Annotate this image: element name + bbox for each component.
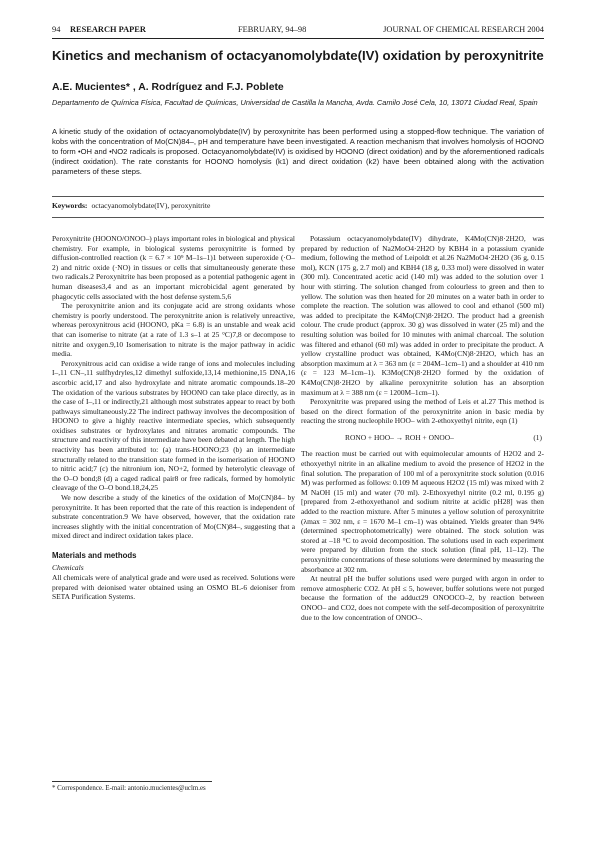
page-number: 94 — [52, 25, 61, 34]
affiliation: Departamento de Química Física, Facultad de Químicas, Universidad de Castilla la Mancha, Avda. Camilo José Cela, 10, 13071 Ciudad Real, Spain — [52, 98, 538, 107]
footnote-rule — [52, 781, 212, 782]
left-column — [52, 234, 295, 602]
running-header — [52, 25, 544, 39]
left-paragraph-4: We now describe a study of the kinetics of the oxidation of Mo(CN)84– by peroxynitrite. It has been reported that the rate of this reaction is independent of substrate concentration.9 We have observed, however, that the oxidation rate increases slightly with the initial concentration of Mo(CN)84–, suggesting that a mixed direct and indirect oxidation takes place. — [52, 493, 295, 541]
author-list: A.E. Mucientes* , A. Rodríguez and F.J. Poblete — [52, 82, 284, 93]
keywords-line — [52, 201, 544, 210]
article-type: RESEARCH PAPER — [70, 25, 146, 34]
abstract-rule — [52, 196, 544, 197]
equation-1 — [301, 433, 544, 443]
left-paragraph-3: Peroxynitrous acid can oxidise a wide range of ions and molecules including I–,11 CN–,11 sulfhydryles,12 dimethyl sulfoxide,13,14 methionine,15 DNA,16 ascorbic acid,17 and also hydroxylate and nitrate aromatic compounds.18–20 The oxidation of the various substrates by HOONO can take place directly, as in the case of I–,11 or indirectly,21 although most substrates appear to react by both pathways simultaneously.22 The indirect pathway involves the decomposition of HOONO to give a highly reactive intermediate species, which subsequently oxidises substrates or hydroxylates and nitrates aromatic compounds. The structure and reactivity of this intermediate have been debated at length. The high reactivity has been attributed to: (a) trans-HOONO;23 (b) an intermediate structurally related to the transition state formed in the isomerisation of HOONO to nitric acid;7 (c) the nitronium ion, NO+2, formed by heterolytic cleavage of the O–O bond;8 (d) a caged radical pair8 or free radicals, formed by homolytic cleavage of the O–O bond.18,24,25 — [52, 358, 295, 493]
equation-number: (1) — [533, 432, 542, 442]
left-paragraph-1: Peroxynitrite (HOONO/ONOO–) plays important roles in biological and physical chemistry. For example, in biological systems peroxynitrite is formed by diffusion-controlled reaction (k = 6.7 × 10⁹ M–1s–1)1 between superoxide (·O–2) and nitric oxide (·NO) in tissues or cells that simultaneously generate these two radicals.2 Peroxynitrite has been proposed as a potential pathogenic agent in human diseases3,4 and as an important microbicidal agent generated by phagocytic cells associated with the host defense system.5,6 — [52, 234, 295, 301]
keywords-value: octacyanomolybdate(IV), peroxynitrite — [91, 201, 211, 210]
keywords-rule — [52, 217, 544, 218]
right-paragraph-2: Peroxynitrite was prepared using the method of Leis et al.27 This method is based on the direct formation of the peroxynitrite anion in basic media by reacting the strong nucleophile HOO– with 2-ethoxyethyl nitrite, eqn (1) — [301, 397, 544, 426]
journal-name: JOURNAL OF CHEMICAL RESEARCH 2004 — [383, 25, 544, 34]
subsection-heading-chemicals: Chemicals — [52, 562, 84, 572]
equation-body: RONO + HOO– → ROH + ONOO– — [345, 432, 454, 442]
right-column — [301, 234, 544, 622]
left-paragraph-5: All chemicals were of analytical grade and were used as received. Solutions were prepared with deionised water obtained using an OSMO BL-6 deioniser from SETA Purification Systems. — [52, 573, 295, 602]
right-paragraph-4: At neutral pH the buffer solutions used were purged with argon in order to remove atmospheric CO2. At pH ≤ 5, however, buffer solutions were not purged because the formation of the adduct29 ONOOCO–2, by reaction between ONOO– and CO2, does not compete with the self-decomposition of peroxynitrite due to the low concentration of ONOO–. — [301, 574, 544, 622]
left-paragraph-2: The peroxynitrite anion and its conjugate acid are strong oxidants whose chemistry is poorly understood. The peroxynitrite anion is relatively unreactive, whereas peroxynitrous acid (HOONO, pKa = 6.8) is an unstable and weak acid that can isomerise to nitrate (at a rate of 1.3 s–1 at 25 °C)7,8 or decompose to nitrite and oxygen.9,10 Isomerisation to nitrate is the major pathway in acidic media. — [52, 301, 295, 359]
keywords-label: Keywords: — [52, 201, 88, 210]
right-paragraph-1: Potassium octacyanomolybdate(IV) dihydrate, K4Mo(CN)8·2H2O, was prepared by reduction of Na2MoO4·2H2O by KBH4 in a potassium cyanide medium, following the method of Leipoldt et al.26 Na2MoO4·2H2O (36 g, 0.15 mol), KCN (175 g, 2.7 mol) and KBH4 (18 g, 0.33 mol) were dissolved in water (300 ml). Concentrated acetic acid (140 ml) was added to the solution over 1 hour with stirring. The solution changed from colourless to green and then to yellow. The solution was then heated for 20 minutes on a water bath in order to complete the reaction. The solution was allowed to cool and ethanol (500 ml) was added to precipitate the K4Mo(CN)8·2H2O. The product had a greenish colour. The crude product (approx. 30 g) was dissolved in water (25 ml) and the resulting solution was boiled for 10 minutes with animal charcoal. The solution was filtered and ethanol (60 ml) was added in order to precipitate the product. A yellow crystalline product was obtained, K4Mo(CN)8·2H2O, which has an absorption maximum at λ = 363 nm (ε = 204M–1cm–1) and a shoulder at 410 nm (ε = 123 M–1cm–1). K3Mo(CN)8·2H2O formed by the oxidation of K4Mo(CN)8·2H2O by alkaline peroxynitrite solution has an absorption maximum at λ = 388 nm (ε = 1200M–1cm–1). — [301, 234, 544, 397]
issue-date-pages: FEBRUARY, 94–98 — [238, 25, 307, 34]
right-paragraph-3: The reaction must be carried out with equimolecular amounts of H2O2 and 2-ethoxyethyl nitrite in an alkaline medium to avoid the presence of H2O2 in the final solution. The preparation of 100 ml of a peroxynitrite stock solution (0.016 M) was performed as follows: 0.109 M aqueous H2O2 (15 ml) was mixed with 2 M NaOH (15 ml) and water (70 ml). 2-Ethoxyethyl nitrite (0.2 ml, 0.195 g) [prepared from 2-ethoxyethanol and sodium nitrite at acidic pH28] was then added to the reaction mixture. After 5 minutes a yellow solution of peroxynitrite (λmax = 302 nm, ε = 1670 M–1 cm–1) was obtained. Yields greater than 94% (determined spectrophotometrically) were obtained. The stock solution was stored at –18 °C to avoid decomposition. The solutions used in each experiment were prepared by dilution from the stock solution (final pH, 11–12). The peroxynitrite concentrations of these solutions were determined by measuring the absorbance at 302 nm. — [301, 449, 544, 574]
paper-title: Kinetics and mechanism of octacyanomolybdate(IV) oxidation by peroxynitrite — [52, 48, 544, 63]
header-rule — [52, 38, 544, 39]
abstract: A kinetic study of the oxidation of octacyanomolybdate(IV) by peroxynitrite has been performed using a stopped-flow technique. The variation of kobs with the concentration of Mo(CN)84–, pH and temperature have been investigated. A reaction mechanism that involves homolysis of HOONO to form •OH and •NO2 radicals is proposed. Octacyanomolybdate(IV) is oxidised by HOONO (direct oxidation) and by the aforementioned radicals (indirect oxidation). The rate constants for HOONO homolysis (k1) and direct oxidation (k2) have been obtained along with the activation parameters of these steps. — [52, 127, 544, 177]
correspondence-footnote: * Correspondence. E-mail: antonio.mucientes@uclm.es — [52, 785, 206, 792]
section-heading-materials: Materials and methods — [52, 551, 137, 560]
